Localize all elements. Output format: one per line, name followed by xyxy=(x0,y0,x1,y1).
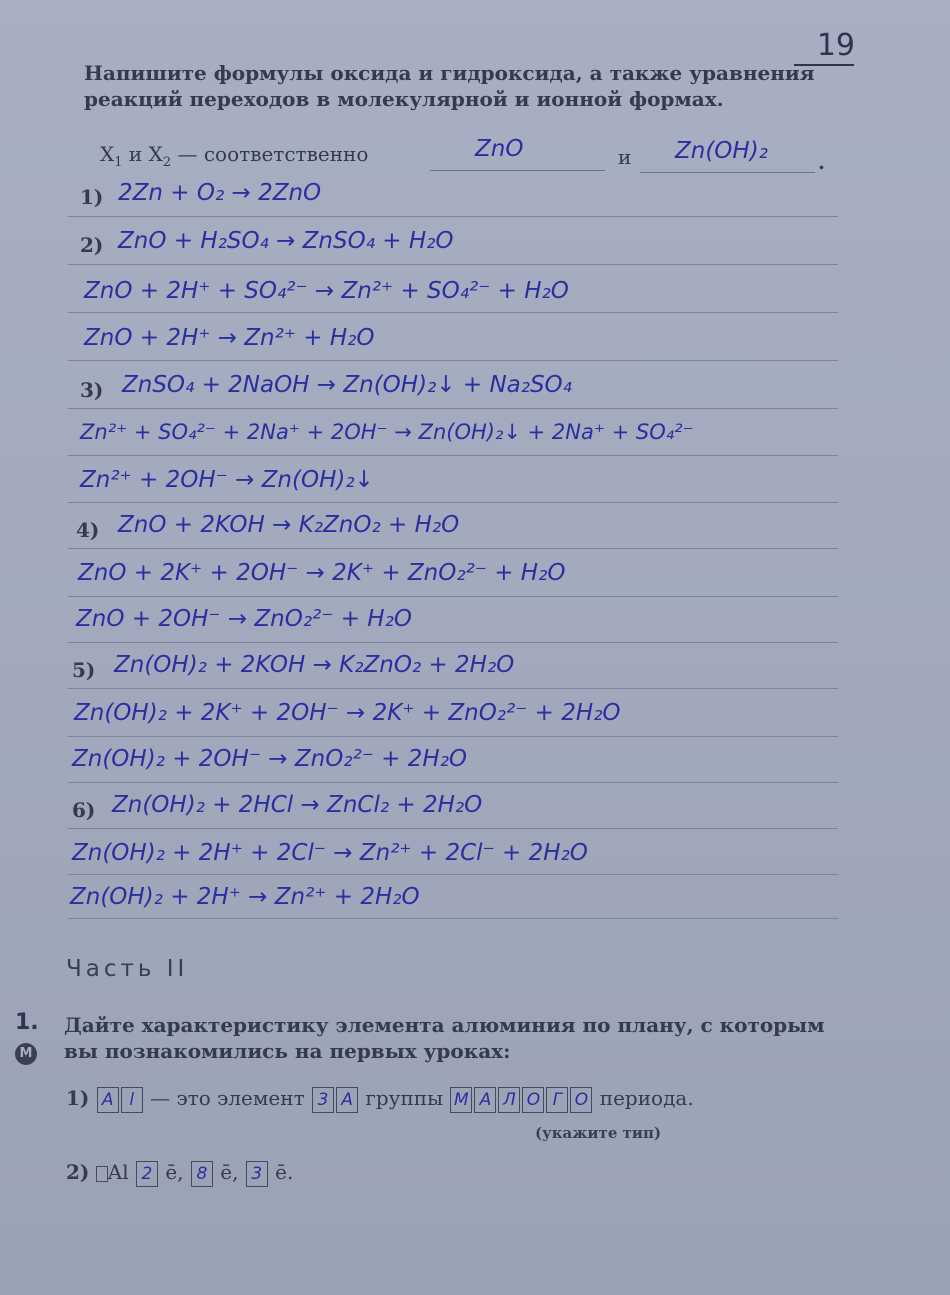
and-word-2: и xyxy=(618,145,632,169)
group-box[interactable]: A xyxy=(336,1087,358,1113)
period-box[interactable]: Л xyxy=(498,1087,520,1113)
reaction-line[interactable]: Zn(OH)₂ + 2H⁺ + 2Cl⁻ → Zn²⁺ + 2Cl⁻ + 2H₂O xyxy=(72,840,588,866)
ruled-line xyxy=(68,548,838,549)
task-number: 1. xyxy=(15,1010,39,1035)
end-dot: . xyxy=(287,1160,294,1184)
ruled-line xyxy=(68,782,838,783)
plan-line-2 xyxy=(66,1160,293,1187)
reaction-number: 4) xyxy=(76,518,100,542)
separator: , xyxy=(232,1160,239,1184)
period-box[interactable]: О xyxy=(570,1087,592,1113)
reaction-number: 1) xyxy=(80,185,104,209)
symbol-box[interactable]: A xyxy=(97,1087,119,1113)
reaction-line[interactable]: Zn(OH)₂ + 2K⁺ + 2OH⁻ → 2K⁺ + ZnO₂²⁻ + 2H₂O xyxy=(74,700,621,726)
electron-box[interactable]: 3 xyxy=(246,1161,268,1187)
reaction-line[interactable]: ZnO + 2OH⁻ → ZnO₂²⁻ + H₂O xyxy=(76,606,412,632)
plan-number: 2) xyxy=(66,1160,90,1184)
reaction-line[interactable]: ZnO + 2KOH → K₂ZnO₂ + H₂O xyxy=(118,512,460,538)
ruled-line xyxy=(68,360,838,361)
period-word: периода. xyxy=(599,1086,694,1110)
symbol-box[interactable]: l xyxy=(121,1087,143,1113)
answer-x1-line xyxy=(430,170,605,171)
reaction-line[interactable]: ZnO + 2H⁺ → Zn²⁺ + H₂O xyxy=(84,325,375,351)
reaction-line[interactable]: ZnO + H₂SO₄ → ZnSO₄ + H₂O xyxy=(118,228,454,254)
ruled-line xyxy=(68,216,838,217)
electron-symbol: ē xyxy=(220,1160,233,1184)
x1-subscript: 1 xyxy=(114,155,123,170)
reaction-number: 3) xyxy=(80,378,104,402)
period-dot: . xyxy=(818,150,825,174)
ruled-line xyxy=(68,596,838,597)
electron-box[interactable]: 2 xyxy=(136,1161,158,1187)
period-box[interactable]: Г xyxy=(546,1087,568,1113)
plan-number: 1) xyxy=(66,1086,90,1110)
x2-label: X xyxy=(148,142,163,166)
ruled-line xyxy=(68,918,838,919)
reaction-number: 6) xyxy=(72,798,96,822)
period-box[interactable]: О xyxy=(522,1087,544,1113)
respectively-text: — соответственно xyxy=(177,142,369,166)
answer-x2-line xyxy=(640,172,815,173)
ruled-line xyxy=(68,264,838,265)
reaction-line[interactable]: ZnSO₄ + 2NaOH → Zn(OH)₂↓ + Na₂SO₄ xyxy=(122,372,572,398)
m-badge-icon: М xyxy=(15,1043,37,1065)
electron-symbol: ē xyxy=(275,1160,287,1184)
reaction-line[interactable]: Zn(OH)₂ + 2KOH → K₂ZnO₂ + 2H₂O xyxy=(114,652,515,678)
reaction-number: 5) xyxy=(72,658,96,682)
ruled-line xyxy=(68,874,838,875)
ruled-line xyxy=(68,312,838,313)
group-box[interactable]: 3 xyxy=(312,1087,334,1113)
electron-box[interactable]: 8 xyxy=(191,1161,213,1187)
x1-label: X xyxy=(100,142,115,166)
reaction-number: 2) xyxy=(80,233,104,257)
ruled-line xyxy=(68,642,838,643)
element-symbol: Al xyxy=(107,1160,129,1184)
ruled-line xyxy=(68,828,838,829)
ruled-line xyxy=(68,688,838,689)
is-element-text: — это элемент xyxy=(150,1086,305,1110)
and-word: и xyxy=(128,142,143,166)
reaction-line[interactable]: ZnO + 2H⁺ + SO₄²⁻ → Zn²⁺ + SO₄²⁻ + H₂O xyxy=(84,278,569,304)
electron-symbol: ē xyxy=(165,1160,178,1184)
reaction-line[interactable]: Zn(OH)₂ + 2OH⁻ → ZnO₂²⁻ + 2H₂O xyxy=(72,746,468,772)
answer-x2[interactable]: Zn(OH)₂ xyxy=(675,138,768,164)
x-definition-line xyxy=(100,142,368,170)
x2-subscript: 2 xyxy=(162,155,172,170)
ruled-line xyxy=(68,736,838,737)
period-box[interactable]: М xyxy=(450,1087,472,1113)
separator: , xyxy=(177,1160,184,1184)
type-hint: (укажите тип) xyxy=(535,1124,662,1142)
plan-line-1 xyxy=(66,1086,694,1113)
period-box[interactable]: А xyxy=(474,1087,496,1113)
group-word: группы xyxy=(365,1086,444,1110)
reaction-line[interactable]: Zn(OH)₂ + 2H⁺ → Zn²⁺ + 2H₂O xyxy=(70,884,420,910)
ruled-line xyxy=(68,408,838,409)
reaction-line[interactable]: 2Zn + O₂ → 2ZnO xyxy=(118,180,322,206)
ruled-line xyxy=(68,455,838,456)
reaction-line[interactable]: Zn²⁺ + 2OH⁻ → Zn(OH)₂↓ xyxy=(80,467,374,493)
task-text: Дайте характеристику элемента алюминия по плану, с которым вы познакомились на первых уроках: xyxy=(64,1013,825,1063)
page-number: 19 xyxy=(816,28,855,63)
reaction-line[interactable]: Zn(OH)₂ + 2HCl → ZnCl₂ + 2H₂O xyxy=(112,792,483,818)
reaction-line[interactable]: Zn²⁺ + SO₄²⁻ + 2Na⁺ + 2OH⁻ → Zn(OH)₂↓ + 2Na⁺ + SO₄²⁻ xyxy=(80,420,694,444)
task-instruction: Напишите формулы оксида и гидроксида, а также уравнения реакций переходов в молекулярной и ионной формах. xyxy=(84,61,815,111)
reaction-line[interactable]: ZnO + 2K⁺ + 2OH⁻ → 2K⁺ + ZnO₂²⁻ + H₂O xyxy=(78,560,566,586)
part-heading: Часть II xyxy=(66,956,189,982)
charge-box[interactable] xyxy=(96,1166,108,1182)
ruled-line xyxy=(68,502,838,503)
answer-x1[interactable]: ZnO xyxy=(475,136,524,162)
